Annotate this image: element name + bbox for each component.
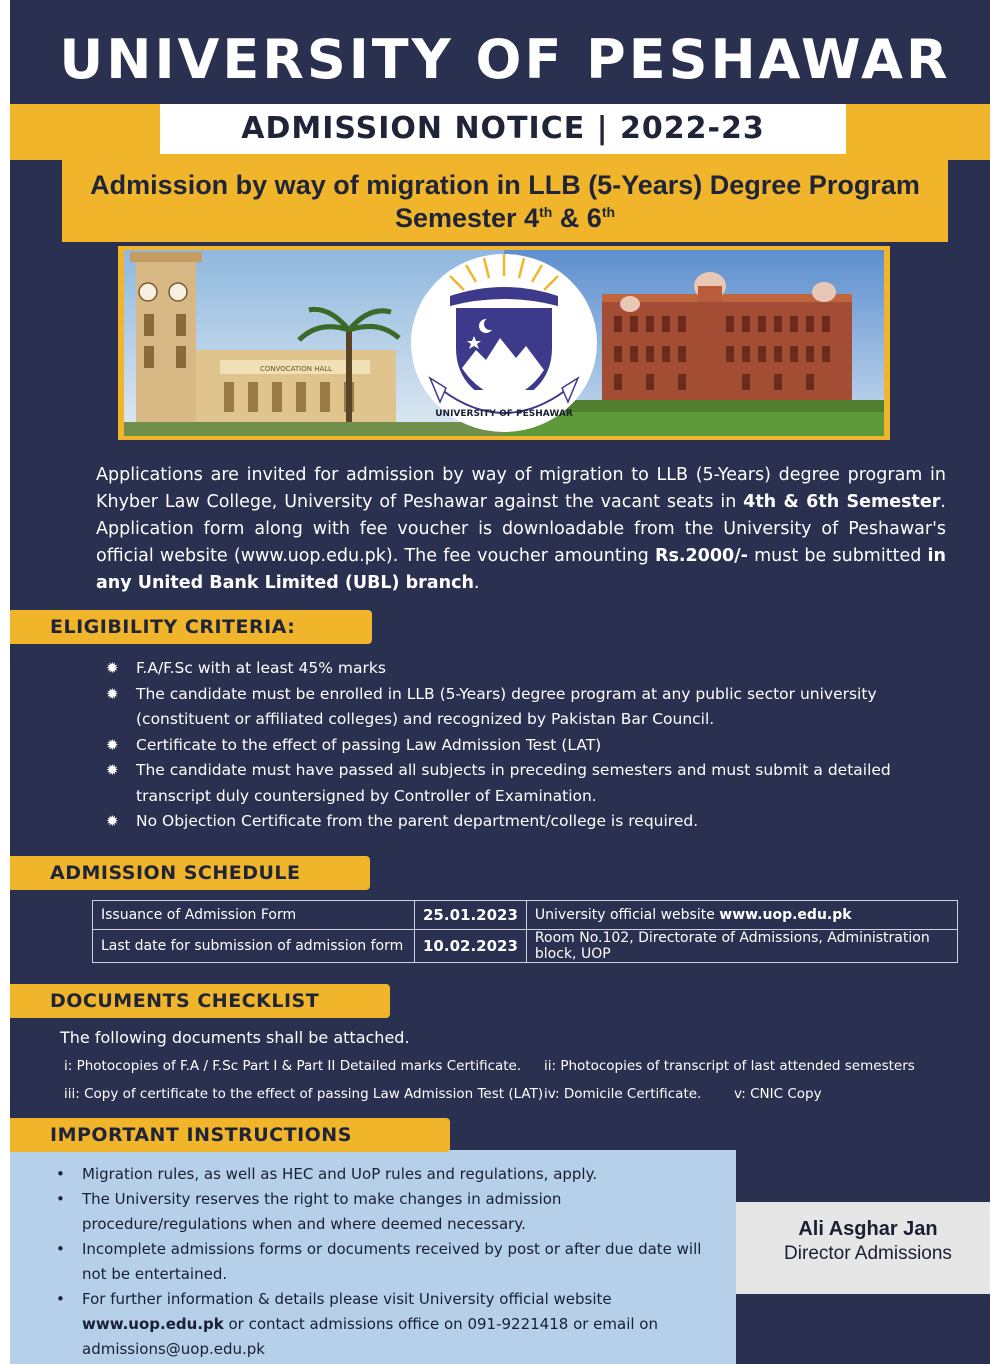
eligibility-list <box>106 656 936 835</box>
university-logo-icon <box>411 254 597 432</box>
bullet-icon: ✹ <box>106 684 119 703</box>
list-item: • Incomplete admissions forms or documents received by post or after due date will not be entertained. <box>56 1237 716 1287</box>
logo-text: UNIVERSITY OF PESHAWAR <box>435 409 573 419</box>
document-item: v: CNIC Copy <box>734 1086 822 1102</box>
list-item: • Migration rules, as well as HEC and UoP rules and regulations, apply. <box>56 1162 716 1187</box>
signatory-name: Ali Asghar Jan <box>798 1218 938 1240</box>
document-item: ii: Photocopies of transcript of last attended semesters <box>544 1058 915 1074</box>
eligibility-heading: ELIGIBILITY CRITERIA: <box>10 610 372 644</box>
page-margin <box>990 0 1000 1364</box>
schedule-table <box>92 900 958 963</box>
document-item: iv: Domicile Certificate. <box>544 1086 702 1102</box>
clock-tower-icon <box>130 252 202 428</box>
bullet-icon: ✹ <box>106 735 119 754</box>
program-title: Admission by way of migration in LLB (5-Years) Degree Program <box>90 170 920 200</box>
list-item: • The University reserves the right to make changes in admission procedure/regulations when and where deemed necessary. <box>56 1187 716 1237</box>
hall-sign: CONVOCATION HALL <box>259 365 333 373</box>
documents-heading: DOCUMENTS CHECKLIST <box>10 984 390 1018</box>
schedule-task: Issuance of Admission Form <box>93 901 415 930</box>
instructions-box <box>10 1150 736 1364</box>
document-item: i: Photocopies of F.A / F.Sc Part I & Part II Detailed marks Certificate. <box>64 1058 522 1074</box>
bullet-icon: • <box>56 1240 65 1258</box>
instructions-heading: IMPORTANT INSTRUCTIONS <box>10 1118 450 1152</box>
list-item: ✹ The candidate must be enrolled in LLB (5-Years) degree program at any public sector university (constituent or affiliated colleges) and recognized by Pakistan Bar Council. <box>106 682 936 733</box>
instructions-list <box>56 1162 716 1362</box>
list-item: ✹ No Objection Certificate from the parent department/college is required. <box>106 809 936 835</box>
admission-notice-title: ADMISSION NOTICE | 2022-23 <box>160 104 846 154</box>
campus-photo-strip <box>118 246 890 440</box>
bullet-icon: • <box>56 1290 65 1308</box>
program-banner <box>62 160 948 242</box>
signature-block <box>736 1202 1000 1294</box>
list-item: ✹ Certificate to the effect of passing Law Admission Test (LAT) <box>106 733 936 759</box>
signatory-title: Director Admissions <box>784 1243 952 1264</box>
schedule-venue: University official website www.uop.edu.pk <box>526 901 957 930</box>
schedule-heading: ADMISSION SCHEDULE <box>10 856 370 890</box>
schedule-date: 25.01.2023 <box>415 901 527 930</box>
bullet-icon: • <box>56 1190 65 1208</box>
table-row <box>93 930 958 963</box>
document-item: iii: Copy of certificate to the effect of passing Law Admission Test (LAT) <box>64 1086 544 1102</box>
bullet-icon: ✹ <box>106 761 119 779</box>
university-title: UNIVERSITY OF PESHAWAR <box>59 28 951 91</box>
list-item: • For further information & details please visit University official website www.uop.edu.pk or contact admissions office on 091-9221418 or email on admissions@uop.edu.pk <box>56 1287 716 1362</box>
program-semesters: Semester 4th & 6th <box>394 203 616 233</box>
intro-paragraph: Applications are invited for admission by way of migration to LLB (5-Years) degree program in Khyber Law College, University of Peshawar against the vacant seats in 4th & 6th Semester. Application form along with fee voucher is downloadable from the University of Peshawar's official website (www.uop.edu.pk). The fee voucher amounting Rs.2000/- must be submitted in any United Bank Limited (UBL) branch. <box>96 465 946 593</box>
schedule-date: 10.02.2023 <box>415 930 527 963</box>
bullet-icon: • <box>56 1165 65 1183</box>
schedule-task: Last date for submission of admission form <box>93 930 415 963</box>
campus-photo <box>124 250 884 436</box>
list-item: ✹ The candidate must have passed all subjects in preceding semesters and must submit a detailed transcript duly countersigned by Controller of Examination. <box>106 758 936 809</box>
schedule-venue: Room No.102, Directorate of Admissions, Administration block, UOP <box>526 930 957 963</box>
table-row <box>93 901 958 930</box>
list-item: ✹ F.A/F.Sc with at least 45% marks <box>106 656 936 682</box>
documents-intro: The following documents shall be attached. <box>60 1028 410 1047</box>
notice-page <box>10 0 1000 1364</box>
bullet-icon: ✹ <box>106 812 119 830</box>
bullet-icon: ✹ <box>106 659 119 677</box>
